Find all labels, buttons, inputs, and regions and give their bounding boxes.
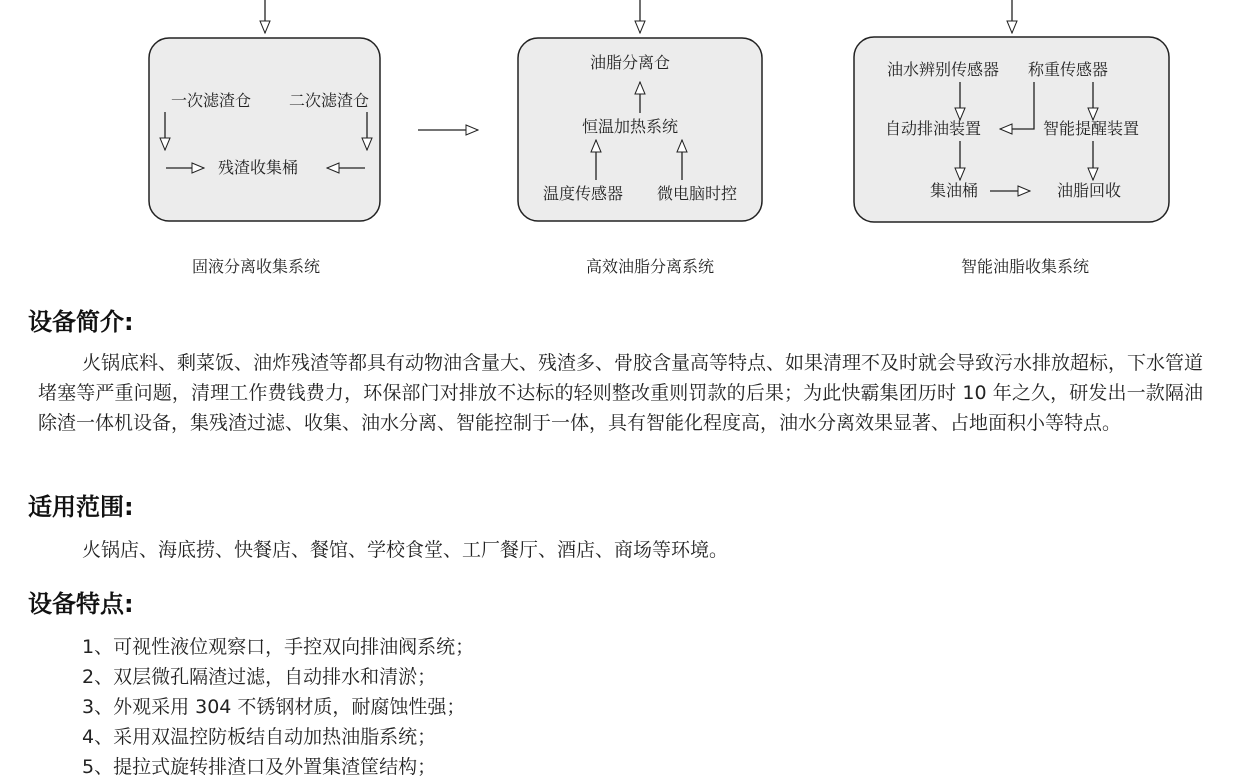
temp-sensor-label: 温度传感器 xyxy=(543,184,624,203)
residue-bucket-label: 残渣收集桶 xyxy=(218,158,299,177)
weight-sensor-label: 称重传感器 xyxy=(1028,60,1109,79)
features-list xyxy=(82,632,474,782)
feature-item: 2、双层微孔隔渣过滤，自动排水和清淤； xyxy=(82,666,437,688)
oil-recovery-label: 油脂回收 xyxy=(1057,181,1122,200)
feature-item: 1、可视性液位观察口，手控双向排油阀系统； xyxy=(82,636,475,658)
auto-drain-label: 自动排油装置 xyxy=(885,119,982,138)
timer-label: 微电脑时控 xyxy=(657,184,738,203)
first-filter-bin-label: 一次滤渣仓 xyxy=(171,91,252,110)
intro-paragraph: 火锅底料、剩菜饭、油炸残渣等都具有动物油含量大、残渣多、骨胶含量高等特点、如果清理不及时就会导致污水排放超标，下水管道堵塞等严重问题，清理工作费钱费力，环保部门对排放不达标的轻则整改重则罚款的后果；为此快霸集团历时 10 年之久，研发出一款隔油除渣一体机设备，集残渣过滤、收集、油水分离、智能控制于一体，具有智能化程度高，油水分离效果显著、占地面积小等特点。 xyxy=(38,352,1204,434)
process-diagram xyxy=(0,0,1242,290)
box3-caption: 智能油脂收集系统 xyxy=(960,257,1090,276)
intro-heading: 设备简介: xyxy=(28,308,134,336)
solid-liquid-box xyxy=(149,38,380,221)
oil-water-sensor-label: 油水辨别传感器 xyxy=(887,60,1000,79)
oil-bucket-label: 集油桶 xyxy=(930,181,979,200)
diagram-lines xyxy=(0,0,1242,290)
scope-heading: 适用范围: xyxy=(28,493,134,521)
box1-caption: 固液分离收集系统 xyxy=(191,257,321,276)
scope-text: 火锅店、海底捞、快餐店、餐馆、学校食堂、工厂餐厅、酒店、商场等环境。 xyxy=(82,539,729,561)
oil-separator-label: 油脂分离仓 xyxy=(590,53,671,72)
features-heading: 设备特点: xyxy=(28,590,134,618)
feature-item: 3、外观采用 304 不锈钢材质，耐腐蚀性强； xyxy=(82,696,466,718)
feature-item: 4、采用双温控防板结自动加热油脂系统； xyxy=(82,726,437,748)
box2-caption: 高效油脂分离系统 xyxy=(585,257,715,276)
reminder-label: 智能提醒装置 xyxy=(1043,119,1140,138)
heating-system-label: 恒温加热系统 xyxy=(582,117,679,136)
feature-item: 5、提拉式旋转排渣口及外置集渣筐结构； xyxy=(82,756,437,778)
second-filter-bin-label: 二次滤渣仓 xyxy=(289,91,370,110)
